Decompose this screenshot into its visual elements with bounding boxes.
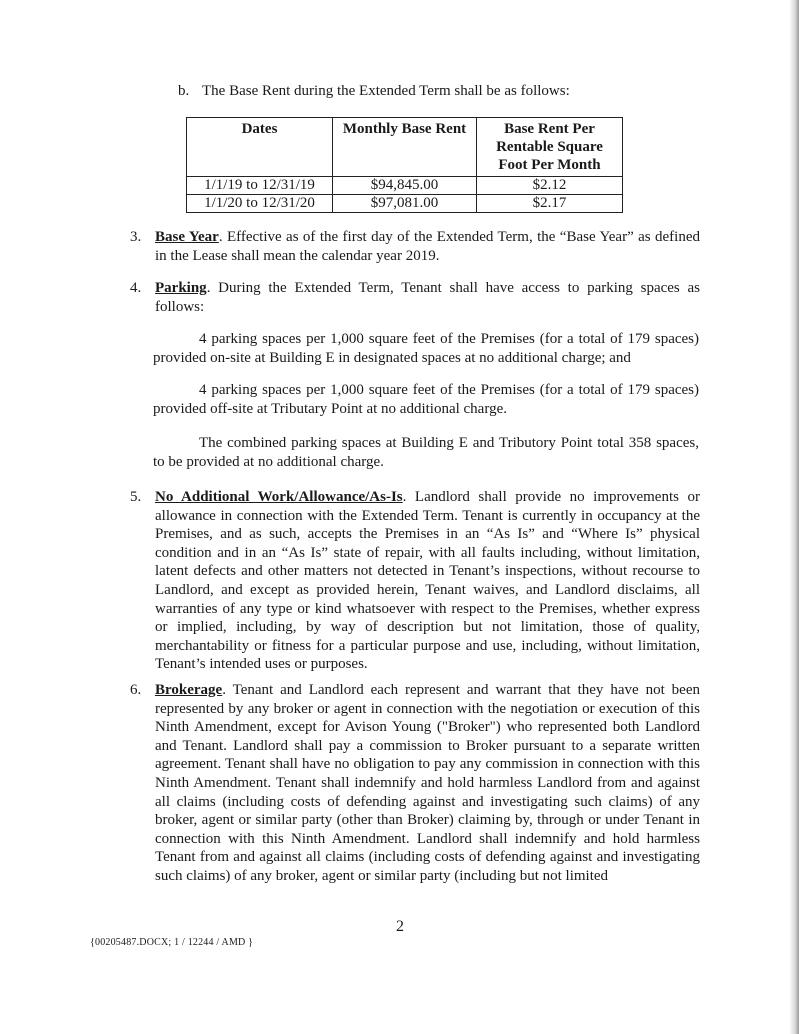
table-row [187,195,623,213]
scan-edge-shadow [789,0,799,1034]
cell-dates: 1/1/19 to 12/31/19 [187,177,333,195]
section-text: . Effective as of the first day of the Extended Term, the “Base Year” as defined in the Lease shall mean the calendar year 2019. [155,229,700,264]
base-rent-intro [178,82,570,100]
cell-monthly-rent: $97,081.00 [333,195,477,213]
section-number: 4. [130,280,142,296]
section-text: . Landlord shall provide no improvements or allowance in connection with the Extended Term. Tenant is currently in occupancy at the Premises, and as such, accepts the Premises in an “As Is” and “Where Is” physical condition and in an “As Is” state of repair, with all faults including, without limitation, latent defects and other matters not detected in Tenant’s inspections, without recourse to Landlord, and except as provided herein, Tenant waives, and Landlord disclaims, all warranties of any type or kind whatsoever with respect to the Premises, whether express or implied, including, by way of description but not limitation, those of quality, merchantability or fitness for a particular purpose and use, including, without limitation, Tenant’s intended uses or purposes. [155,489,700,673]
table-row [187,177,623,195]
section-number: 6. [130,682,142,698]
section-no-additional-work [130,488,700,674]
item-marker: b. [178,83,190,99]
section-number: 5. [130,489,142,505]
section-heading: Brokerage [155,682,223,698]
cell-rent-per-sqft: $2.17 [477,195,623,213]
cell-monthly-rent: $94,845.00 [333,177,477,195]
cell-rent-per-sqft: $2.12 [477,177,623,195]
table-header-row [187,118,623,177]
section-number: 3. [130,229,142,245]
section-text: . Tenant and Landlord each represent and warrant that they have not been represented by any broker or agent in connection with the negotiation or execution of this Ninth Amendment, except for Avison Young ("Broker") who represented both Landlord and Tenant. Landlord shall pay a commission to Broker pursuant to a separate written agreement. Tenant shall have no obligation to pay any commission in connection with this Ninth Amendment. Tenant shall indemnify and hold harmless Landlord from and against all claims (including costs of defending against and investigating such claims) of any broker, agent or similar party (other than Broker) claiming by, through or under Tenant in connection with this Ninth Amendment. Landlord shall indemnify and hold harmless Tenant from and against all claims (including costs of defending against and investigating such claims) of any broker, agent or similar party (including but not limited [155,682,700,884]
column-header-dates: Dates [187,118,333,177]
page-number: 2 [396,918,404,935]
section-parking [130,279,700,316]
section-base-year [130,228,700,265]
cell-dates: 1/1/20 to 12/31/20 [187,195,333,213]
section-heading: No Additional Work/Allowance/As-Is [155,489,403,505]
parking-onsite-paragraph: 4 parking spaces per 1,000 square feet of the Premises (for a total of 179 spaces) provided on-site at Building E in designated spaces at no additional charge; and [153,331,699,366]
column-header-monthly-rent: Monthly Base Rent [333,118,477,177]
column-header-rent-per-sqft: Base Rent Per Rentable Square Foot Per Month [477,118,623,177]
intro-text: The Base Rent during the Extended Term shall be as follows: [202,83,570,99]
section-text: . During the Extended Term, Tenant shall have access to parking spaces as follows: [155,280,700,315]
parking-total-paragraph: The combined parking spaces at Building E and Tributory Point total 358 spaces, to be provided at no additional charge. [153,435,699,470]
section-heading: Base Year [155,229,219,245]
document-code: {00205487.DOCX; 1 / 12244 / AMD } [90,937,254,948]
parking-offsite-paragraph: 4 parking spaces per 1,000 square feet of the Premises (for a total of 179 spaces) provided off-site at Tributary Point at no additional charge. [153,382,699,417]
section-brokerage [130,681,700,886]
base-rent-table [186,117,623,213]
section-heading: Parking [155,280,207,296]
